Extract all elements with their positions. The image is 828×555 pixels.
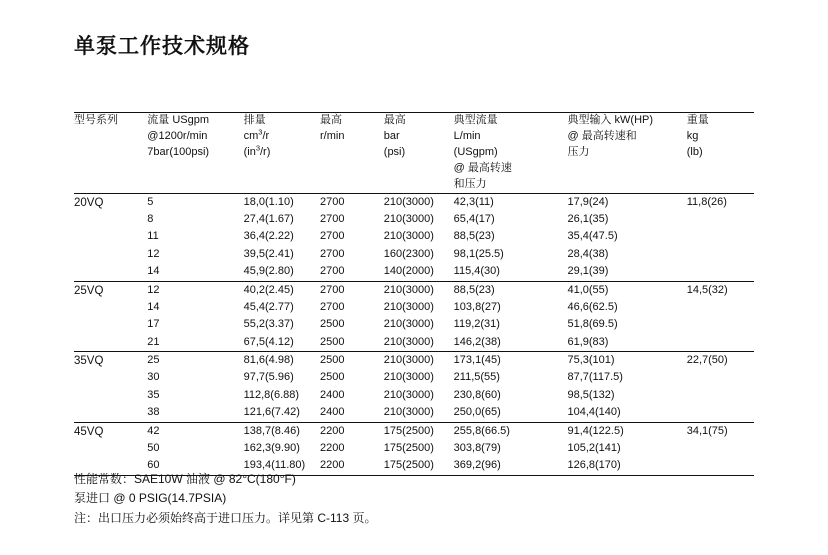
column-header-typical-flow-line5: 和压力 xyxy=(453,177,487,190)
table-row xyxy=(74,193,754,211)
table-row xyxy=(74,334,754,352)
column-header-weight xyxy=(687,113,754,194)
cell-flow: 35 xyxy=(147,388,160,401)
cell-typical-flow: 230,8(60) xyxy=(453,388,501,401)
cell-typical-flow: 119,2(31) xyxy=(453,318,500,331)
specification-table xyxy=(74,112,754,476)
column-header-typical-flow-line2: L/min xyxy=(453,129,481,142)
column-header-flow-line2: @1200r/min xyxy=(147,129,208,142)
cell-max-pressure: 210(3000) xyxy=(383,283,434,296)
cell-max-rpm: 2200 xyxy=(320,441,345,454)
cell-typical-input: 75,3(101) xyxy=(567,354,615,367)
column-header-typical-flow xyxy=(454,113,568,194)
cell-flow: 30 xyxy=(147,371,160,384)
cell-flow: 50 xyxy=(147,441,160,454)
cell-max-pressure: 175(2500) xyxy=(383,424,434,437)
column-header-typical-input-line3: 压力 xyxy=(567,145,590,158)
cell-flow: 14 xyxy=(147,265,160,278)
cell-series: 45VQ xyxy=(74,425,104,438)
cell-max-pressure: 210(3000) xyxy=(383,318,434,331)
cell-typical-flow: 369,2(96) xyxy=(453,459,501,472)
column-header-series-label: 型号系列 xyxy=(74,114,118,126)
cell-typical-flow: 250,0(65) xyxy=(453,406,501,419)
cell-flow: 42 xyxy=(147,424,160,437)
cell-flow: 21 xyxy=(147,335,160,348)
table-row xyxy=(74,422,754,440)
column-header-series xyxy=(74,113,147,194)
cell-max-rpm: 2700 xyxy=(320,195,345,208)
cell-max-pressure: 210(3000) xyxy=(383,371,434,384)
cell-max-pressure: 160(2300) xyxy=(383,247,434,260)
cell-weight: 14,5(32) xyxy=(686,283,728,296)
cell-max-rpm: 2700 xyxy=(320,230,345,243)
disp-unit-in-per-r: /r) xyxy=(260,145,271,158)
cell-typical-flow: 303,8(79) xyxy=(453,441,501,454)
column-header-weight-line1: 重量 xyxy=(686,114,709,126)
table-row xyxy=(74,299,754,316)
cell-flow: 14 xyxy=(147,300,160,313)
cell-typical-input: 29,1(39) xyxy=(567,265,609,278)
column-header-flow-line3: 7bar(100psi) xyxy=(147,145,210,158)
cell-typical-flow: 115,4(30) xyxy=(453,265,500,278)
disp-unit-cm-per-r: /r xyxy=(262,129,270,142)
cell-max-rpm: 2500 xyxy=(320,335,345,348)
cell-displacement: 39,5(2.41) xyxy=(243,247,294,260)
cell-max-rpm: 2700 xyxy=(320,247,345,260)
cell-max-rpm: 2700 xyxy=(320,300,345,313)
cell-max-pressure: 210(3000) xyxy=(383,335,434,348)
cell-flow: 5 xyxy=(147,195,154,208)
cell-weight: 11,8(26) xyxy=(686,195,727,208)
column-header-typical-flow-line4: @ 最高转速 xyxy=(453,161,512,174)
cell-displacement: 112,8(6.88) xyxy=(243,388,300,401)
table-row xyxy=(74,369,754,386)
column-header-displacement xyxy=(244,113,320,194)
cell-max-rpm: 2700 xyxy=(320,265,345,278)
cell-displacement: 18,0(1.10) xyxy=(243,195,294,208)
column-header-max-pressure-line3: (psi) xyxy=(383,145,406,158)
table-row xyxy=(74,440,754,457)
cell-typical-flow: 65,4(17) xyxy=(453,213,495,226)
table-row xyxy=(74,228,754,245)
cell-typical-input: 126,8(170) xyxy=(567,459,621,472)
table-row xyxy=(74,316,754,333)
column-header-max-rpm-line2: r/min xyxy=(320,129,345,142)
cell-displacement: 45,4(2.77) xyxy=(243,300,294,313)
cell-flow: 11 xyxy=(147,230,159,243)
cell-typical-flow: 103,8(27) xyxy=(453,300,501,313)
cell-typical-input: 17,9(24) xyxy=(567,195,609,208)
table-header xyxy=(74,113,754,194)
cell-max-rpm: 2700 xyxy=(320,283,345,296)
cell-displacement: 97,7(5.96) xyxy=(243,371,294,384)
column-header-typical-input xyxy=(567,113,686,194)
table-row xyxy=(74,404,754,422)
footnote-line-3: 注：出口压力必须始终高于进口压力。详见第 C-113 页。 xyxy=(74,510,377,525)
cell-max-rpm: 2200 xyxy=(320,424,345,437)
cell-typical-input: 87,7(117.5) xyxy=(567,371,623,384)
cell-flow: 38 xyxy=(147,406,160,419)
cell-displacement: 40,2(2.45) xyxy=(243,283,294,296)
column-header-weight-line2: kg xyxy=(686,129,699,142)
disp-unit-cm: cm xyxy=(243,129,259,142)
column-header-typical-input-line1: 典型输入 kW(HP) xyxy=(567,114,654,126)
column-header-max-pressure-line2: bar xyxy=(383,129,400,142)
cell-max-pressure: 210(3000) xyxy=(383,388,434,401)
cell-typical-input: 91,4(122.5) xyxy=(567,424,624,437)
table-row xyxy=(74,211,754,228)
column-header-max-pressure-line1: 最高 xyxy=(383,114,406,126)
cell-displacement: 36,4(2.22) xyxy=(243,230,294,243)
table-row xyxy=(74,352,754,370)
table-row xyxy=(74,246,754,263)
page-title: 单泵工作技术规格 xyxy=(74,35,250,58)
column-header-flow-line1: 流量 USgpm xyxy=(147,114,210,126)
column-header-typical-input-line2: @ 最高转速和 xyxy=(567,129,637,142)
cell-typical-flow: 88,5(23) xyxy=(453,283,495,296)
column-header-displacement-line1: 排量 xyxy=(243,114,266,126)
cell-weight: 22,7(50) xyxy=(686,354,728,367)
cell-max-pressure: 140(2000) xyxy=(383,265,434,278)
cell-flow: 60 xyxy=(147,459,160,472)
footnote-line-2: 泵进口 @ 0 PSIG(14.7PSIA) xyxy=(74,491,227,506)
cell-typical-input: 41,0(55) xyxy=(567,283,609,296)
cell-typical-input: 61,9(83) xyxy=(567,335,609,348)
cell-max-rpm: 2400 xyxy=(320,388,345,401)
column-header-max-pressure xyxy=(384,113,454,194)
cell-max-rpm: 2200 xyxy=(320,459,345,472)
cell-max-pressure: 210(3000) xyxy=(383,213,434,226)
cell-displacement: 45,9(2.80) xyxy=(243,265,294,278)
cell-max-pressure: 210(3000) xyxy=(383,300,434,313)
cell-flow: 17 xyxy=(147,318,160,331)
cell-typical-input: 28,4(38) xyxy=(567,247,609,260)
table-row xyxy=(74,387,754,404)
cell-typical-input: 98,5(132) xyxy=(567,388,615,401)
cell-typical-flow: 255,8(66.5) xyxy=(453,424,510,437)
footnote-line-1: 性能常数：SAE10W 油液 @ 82°C(180°F) xyxy=(74,472,296,486)
cell-flow: 12 xyxy=(147,283,160,296)
cell-typical-input: 105,2(141) xyxy=(567,441,621,454)
cell-max-rpm: 2500 xyxy=(320,371,345,384)
disp-unit-cm-exponent: 3 xyxy=(258,127,263,137)
cell-typical-flow: 211,5(55) xyxy=(453,371,500,384)
cell-series: 25VQ xyxy=(74,284,104,297)
cell-series: 20VQ xyxy=(74,196,104,209)
disp-unit-in-exponent: 3 xyxy=(255,143,260,153)
cell-max-pressure: 210(3000) xyxy=(383,354,434,367)
cell-weight: 34,1(75) xyxy=(686,424,728,437)
cell-displacement: 27,4(1.67) xyxy=(243,213,294,226)
cell-displacement: 138,7(8.46) xyxy=(243,424,300,437)
cell-flow: 8 xyxy=(147,213,154,226)
cell-typical-input: 46,6(62.5) xyxy=(567,300,618,313)
table-row xyxy=(74,281,754,299)
cell-displacement: 162,3(9.90) xyxy=(243,441,300,454)
cell-max-rpm: 2500 xyxy=(320,318,345,331)
disp-unit-in: (in xyxy=(243,145,256,158)
column-header-max-rpm xyxy=(320,113,384,194)
cell-series: 35VQ xyxy=(74,355,104,368)
cell-max-rpm: 2400 xyxy=(320,406,345,419)
cell-displacement: 55,2(3.37) xyxy=(243,318,294,331)
column-header-max-rpm-line1: 最高 xyxy=(320,114,342,126)
cell-typical-input: 35,4(47.5) xyxy=(567,230,618,243)
cell-max-rpm: 2500 xyxy=(320,354,345,367)
cell-max-rpm: 2700 xyxy=(320,213,345,226)
cell-max-pressure: 210(3000) xyxy=(383,195,434,208)
cell-max-pressure: 175(2500) xyxy=(383,441,434,454)
column-header-flow xyxy=(147,113,243,194)
column-header-typical-flow-line1: 典型流量 xyxy=(453,114,498,126)
cell-typical-flow: 88,5(23) xyxy=(453,230,495,243)
cell-typical-input: 104,4(140) xyxy=(567,406,621,419)
cell-max-pressure: 210(3000) xyxy=(383,406,434,419)
cell-max-pressure: 175(2500) xyxy=(383,459,434,472)
cell-typical-input: 26,1(35) xyxy=(567,213,609,226)
cell-typical-flow: 146,2(38) xyxy=(453,335,501,348)
cell-typical-flow: 98,1(25.5) xyxy=(453,247,504,260)
cell-flow: 25 xyxy=(147,354,160,367)
cell-displacement: 193,4(11.80) xyxy=(243,459,306,472)
column-header-weight-line3: (lb) xyxy=(686,145,703,158)
table-header-row xyxy=(74,113,754,194)
cell-displacement: 81,6(4.98) xyxy=(243,354,294,367)
table-row xyxy=(74,263,754,281)
cell-typical-flow: 42,3(11) xyxy=(453,195,494,208)
cell-displacement: 121,6(7.42) xyxy=(243,406,300,419)
column-header-typical-flow-line3: (USgpm) xyxy=(453,145,498,158)
cell-typical-input: 51,8(69.5) xyxy=(567,318,618,331)
cell-flow: 12 xyxy=(147,247,160,260)
cell-max-pressure: 210(3000) xyxy=(383,230,434,243)
footnotes xyxy=(74,470,376,528)
cell-typical-flow: 173,1(45) xyxy=(453,354,501,367)
cell-displacement: 67,5(4.12) xyxy=(243,335,294,348)
column-header-displacement-line3 xyxy=(244,145,320,161)
table-body xyxy=(74,193,754,475)
